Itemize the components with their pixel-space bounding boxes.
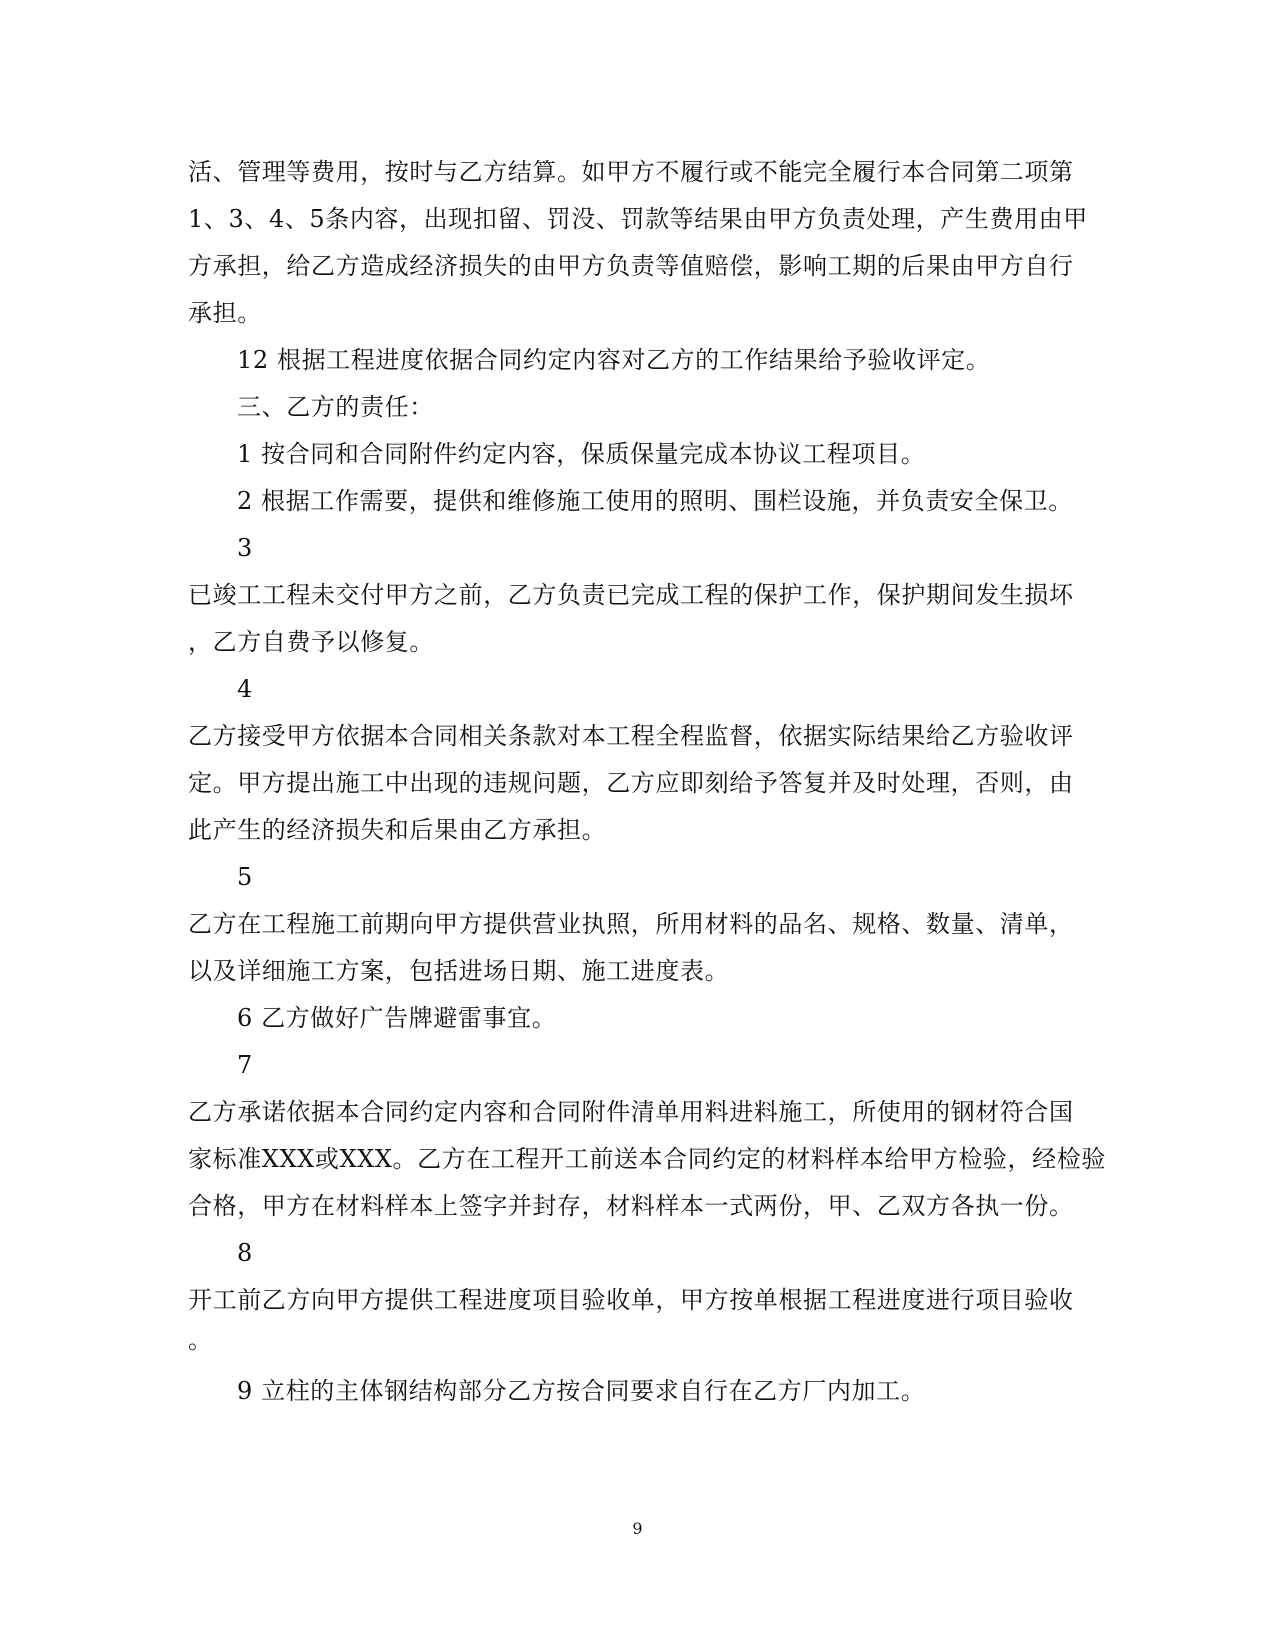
text-line: 已竣工工程未交付甲方之前，乙方负责已完成工程的保护工作，保护期间发生损坏: [188, 581, 1074, 609]
text-line: 家标准XXX或XXX。乙方在工程开工前送本合同约定的材料样本给甲方检验，经检验: [188, 1145, 1106, 1173]
page-number: 9: [632, 1519, 643, 1538]
text-line: 合格，甲方在材料样本上签字并封存，材料样本一式两份，甲、乙双方各执一份。: [188, 1192, 1074, 1220]
item-number: 4: [237, 675, 253, 703]
text-line: 6 乙方做好广告牌避雷事宜。: [237, 1004, 557, 1032]
text-line: 12 根据工程进度依据合同约定内容对乙方的工作结果给予验收评定。: [237, 346, 991, 374]
text-line: 乙方承诺依据本合同约定内容和合同附件清单用料进料施工，所使用的钢材符合国: [188, 1098, 1074, 1126]
text-line: 以及详细施工方案，包括进场日期、施工进度表。: [188, 957, 730, 985]
item-number: 7: [237, 1051, 253, 1079]
text-line: 乙方在工程施工前期向甲方提供营业执照，所用材料的品名、规格、数量、清单，: [188, 910, 1074, 938]
item-number: 3: [237, 534, 253, 562]
item-number: 5: [237, 863, 253, 891]
text-line: 定。甲方提出施工中出现的违规问题，乙方应即刻给予答复并及时处理，否则，由: [188, 769, 1074, 797]
text-line: ，乙方自费予以修复。: [188, 628, 434, 656]
section-heading: 三、乙方的责任：: [237, 393, 434, 421]
text-line: 方承担，给乙方造成经济损失的由甲方负责等值赔偿，影响工期的后果由甲方自行: [188, 252, 1074, 280]
text-line: 。: [188, 1326, 213, 1354]
text-line: 2 根据工作需要，提供和维修施工使用的照明、围栏设施，并负责安全保卫。: [237, 487, 1073, 515]
text-line: 开工前乙方向甲方提供工程进度项目验收单，甲方按单根据工程进度进行项目验收: [188, 1286, 1074, 1314]
text-line: 乙方接受甲方依据本合同相关条款对本工程全程监督，依据实际结果给乙方验收评: [188, 722, 1074, 750]
text-line: 承担。: [188, 299, 262, 327]
text-line: 1、3、4、5条内容，出现扣留、罚没、罚款等结果由甲方负责处理，产生费用由甲: [188, 205, 1088, 233]
item-number: 8: [237, 1239, 253, 1267]
text-line: 1 按合同和合同附件约定内容，保质保量完成本协议工程项目。: [237, 440, 926, 468]
text-line: 活、管理等费用，按时与乙方结算。如甲方不履行或不能完全履行本合同第二项第: [188, 158, 1074, 186]
text-line: 9 立柱的主体钢结构部分乙方按合同要求自行在乙方厂内加工。: [237, 1377, 926, 1405]
text-line: 此产生的经济损失和后果由乙方承担。: [188, 816, 607, 844]
